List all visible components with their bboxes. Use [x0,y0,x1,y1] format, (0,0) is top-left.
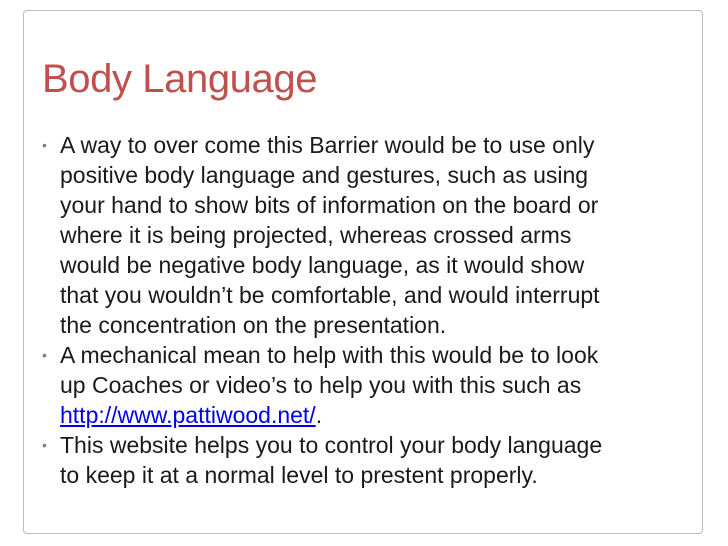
slide-body [42,130,692,490]
text-line: would be negative body language, as it would show [60,252,585,278]
text-line: where it is being projected, whereas crossed arms [60,222,572,248]
text-line: A mechanical mean to help with this would be to look [60,342,599,368]
text-line: A way to over come this Barrier would be to use only [60,132,595,158]
text-line: your hand to show bits of information on the board or [60,192,599,218]
bullet-item [42,430,692,490]
link-trailing-period: . [315,402,323,428]
text-line: positive body language and gestures, such as using [60,162,589,188]
bullet-dot-icon: • [42,437,47,453]
slide-title: Body Language [42,57,318,101]
text-line: that you wouldn’t be comfortable, and would interrupt [60,282,600,308]
link-line [60,400,692,430]
bullet-item [42,340,692,430]
text-line: This website helps you to control your body language [60,432,603,458]
text-line: to keep it at a normal level to prestent properly. [60,462,538,488]
bullet-dot-icon: • [42,137,47,153]
bullet-item [42,130,692,340]
pattiwood-link[interactable]: http://www.pattiwood.net/ [60,402,316,428]
text-line: up Coaches or video’s to help you with this such as [60,372,582,398]
bullet-dot-icon: • [42,347,47,363]
text-line: the concentration on the presentation. [60,312,447,338]
